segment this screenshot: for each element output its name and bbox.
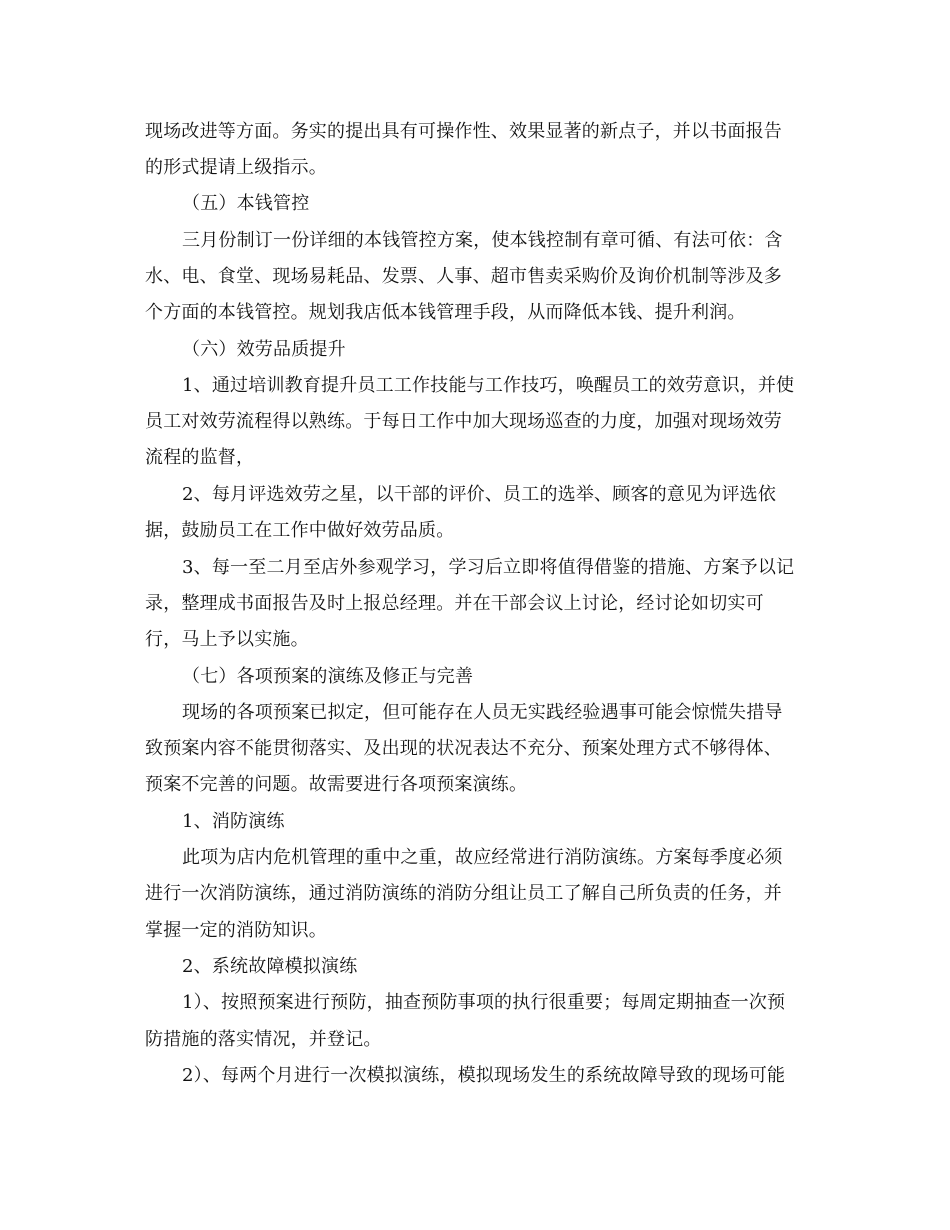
body-text-line: 2、每月评选效劳之星，以干部的评价、员工的选举、顾客的意见为评选依 xyxy=(182,484,777,505)
section-heading-5: （五）本钱管控 xyxy=(182,193,310,214)
section-heading-6: （六）效劳品质提升 xyxy=(182,339,346,360)
body-text-line: 2）、每两个月进行一次模拟演练，模拟现场发生的系统故障导致的现场可能 xyxy=(182,1065,786,1086)
body-text-line: 掌握一定的消防知识。 xyxy=(145,920,327,941)
body-text-line: 1、通过培训教育提升员工工作技能与工作技巧，唤醒员工的效劳意识，并使 xyxy=(182,375,795,396)
body-text-line: 据，鼓励员工在工作中做好效劳品质。 xyxy=(145,520,455,541)
subsection-heading-system-fault-drill: 2、系统故障模拟演练 xyxy=(182,956,358,977)
body-text-line: 员工对效劳流程得以熟练。于每日工作中加大现场巡查的力度，加强对现场效劳 xyxy=(145,411,782,432)
body-text-line: 录，整理成书面报告及时上报总经理。并在干部会议上讨论，经讨论如切实可 xyxy=(145,593,764,614)
body-text-line: 流程的监督， xyxy=(145,447,255,468)
body-text-line: 防措施的落实情况，并登记。 xyxy=(145,1029,382,1050)
body-text-line: 水、电、食堂、现场易耗品、发票、人事、超市售卖采购价及询价机制等涉及多 xyxy=(145,266,782,287)
body-text-line: 此项为店内危机管理的重中之重，故应经常进行消防演练。方案每季度必须 xyxy=(182,847,783,868)
body-text-line: 预案不完善的问题。故需要进行各项预案演练。 xyxy=(145,774,528,795)
body-text-line: 3、每一至二月至店外参观学习，学习后立即将值得借鉴的措施、方案予以记 xyxy=(182,557,795,578)
body-text-line: 致预案内容不能贯彻落实、及出现的状况表达不充分、预案处理方式不够得体、 xyxy=(145,738,782,759)
body-text-line: 进行一次消防演练，通过消防演练的消防分组让员工了解自己所负责的任务，并 xyxy=(145,883,782,904)
body-text-line: 1）、按照预案进行预防，抽查预防事项的执行很重要；每周定期抽查一次预 xyxy=(182,992,786,1013)
body-text-line: 行，马上予以实施。 xyxy=(145,629,309,650)
body-text-line: 现场改进等方面。务实的提出具有可操作性、效果显著的新点子，并以书面报告 xyxy=(145,121,782,142)
section-heading-7: （七）各项预案的演练及修正与完善 xyxy=(182,666,474,687)
body-text-line: 三月份制订一份详细的本钱管控方案，使本钱控制有章可循、有法可依：含 xyxy=(182,230,783,251)
body-text-line: 个方面的本钱管控。规划我店低本钱管理手段，从而降低本钱、提升利润。 xyxy=(145,302,746,323)
subsection-heading-fire-drill: 1、消防演练 xyxy=(182,811,285,832)
body-text-line: 的形式提请上级指示。 xyxy=(145,157,327,178)
body-text-line: 现场的各项预案已拟定，但可能存在人员无实践经验遇事可能会惊慌失措导 xyxy=(182,702,783,723)
